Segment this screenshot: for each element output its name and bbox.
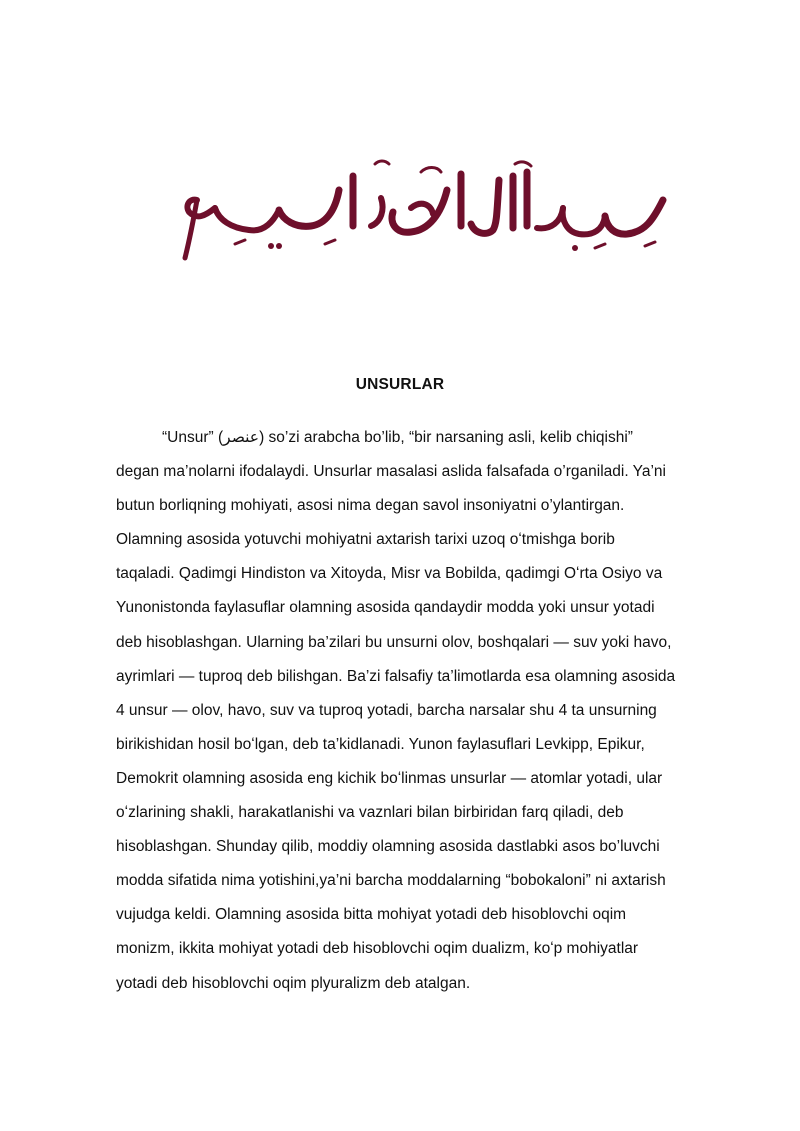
basmala-calligraphy-image	[175, 150, 675, 265]
paragraph-line: “Unsur” (عنصر) so’zi arabcha bo’lib, “bir narsaning asli, kelib chiqishi”	[162, 429, 633, 446]
paragraph-line: yotadi deb hisoblovchi oqim plyuralizm deb atalgan.	[116, 974, 471, 992]
paragraph-line: Olamning asosida yotuvchi mohiyatni axtarish tarixi uzoq oʻtmishga borib	[116, 531, 615, 549]
paragraph-line: deb hisoblashgan. Ularning ba’zilari bu unsurni olov, boshqalari — suv yoki havo,	[116, 633, 672, 651]
paragraph-line: modda sifatida nima yotishini,ya’ni barcha moddalarning “bobokaloni” ni axtarish	[116, 872, 666, 890]
paragraph-line: birikishidan hosil boʻlgan, deb ta’kidlanadi. Yunon faylasuflari Levkipp, Epikur,	[116, 735, 645, 753]
paragraph-line: taqaladi. Qadimgi Hindiston va Xitoyda, Misr va Bobilda, qadimgi Oʻrta Osiyo va	[116, 565, 663, 583]
paragraph-line: vujudga keldi. Olamning asosida bitta mohiyat yotadi deb hisoblovchi oqim	[116, 906, 627, 924]
paragraph-line: hisoblashgan. Shunday qilib, moddiy olamning asosida dastlabki asos bo’luvchi	[116, 838, 660, 856]
paragraph-line: oʻzlarining shakli, harakatlanishi va vaznlari bilan birbiridan farq qiladi, deb	[116, 804, 624, 822]
paragraph-line: butun borliqning mohiyati, asosi nima degan savol insoniyatni o’ylantirgan.	[116, 497, 625, 515]
paragraph-line: 4 unsur — olov, havo, suv va tuproq yotadi, barcha narsalar shu 4 ta unsurning	[116, 701, 657, 719]
paragraph-line: Demokrit olamning asosida eng kichik boʻlinmas unsurlar — atomlar yotadi, ular	[116, 769, 663, 787]
paragraph-line: degan ma’nolarni ifodalaydi. Unsurlar masalasi aslida falsafada o’rganiladi. Ya’ni	[116, 463, 666, 481]
paragraph-line: ayrimlari — tuproq deb bilishgan. Ba’zi falsafiy ta’limotlarda esa olamning asosida	[116, 667, 676, 685]
paragraph-line: monizm, ikkita mohiyat yotadi deb hisoblovchi oqim dualizm, koʻp mohiyatlar	[116, 940, 639, 958]
body-paragraph	[116, 421, 740, 1001]
paragraph-line: Yunonistonda faylasuflar olamning asosida qandaydir modda yoki unsur yotadi	[116, 599, 655, 617]
document-title: UNSURLAR	[355, 376, 445, 393]
